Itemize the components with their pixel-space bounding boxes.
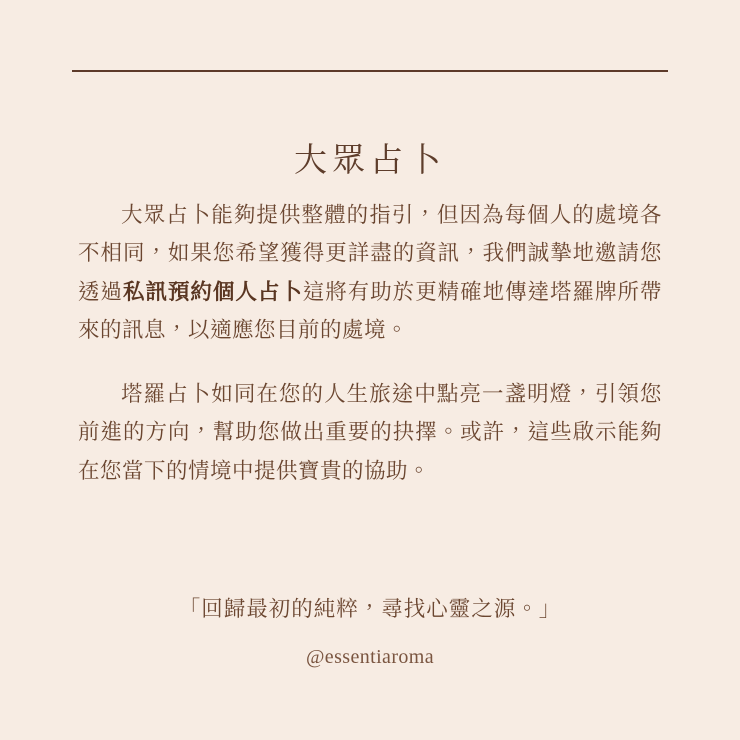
paragraph-1-tail: 這將有助於更精確地傳達塔羅牌所帶來的訊息，以適應您目前的處境。 [78,279,662,342]
paragraph-1-lead: 大眾占卜能夠提供整體的指引，但因為每個人的處境各不相同，如果您希望獲得更詳盡的資訊，我們誠摯地邀請您透過 [78,203,662,304]
paragraph-2-lead: 塔羅占卜如同在您的人生旅途中點亮一盞明燈，引領您前進的方向，幫助您做出重要的抉擇。或許，這些啟示能夠在您當下的情境中提供寶貴的協助。 [78,382,662,483]
closing-quote: 「回歸最初的純粹，尋找心靈之源。」 [178,597,562,621]
body-text [78,196,662,490]
top-divider [72,70,668,72]
paragraph-1-emphasis: 私訊預約個人占卜 [122,279,303,304]
paragraph-1 [78,196,662,349]
account-handle: @essentiaroma [305,646,435,668]
paragraph-2 [78,375,662,490]
page-title: 大眾占卜 [294,143,446,180]
